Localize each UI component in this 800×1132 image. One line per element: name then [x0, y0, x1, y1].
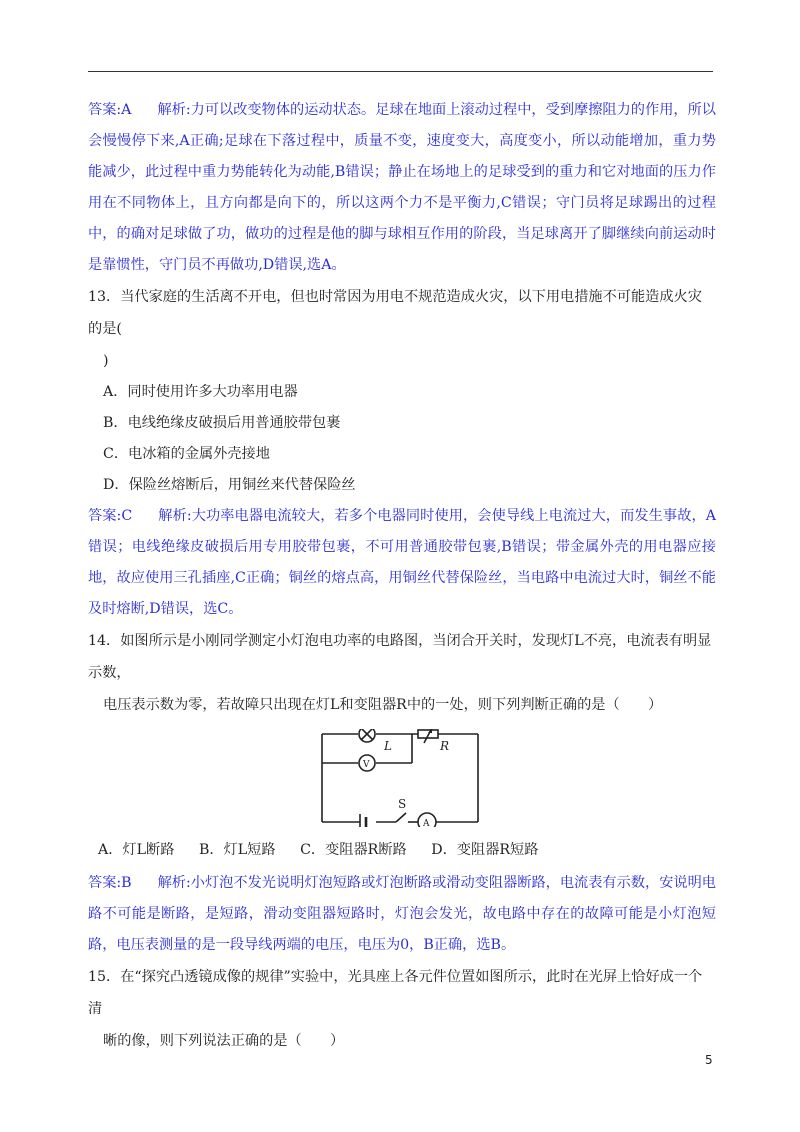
question-14-option-b: B．灯L短路 [198, 842, 276, 858]
header-rule [88, 71, 713, 72]
question-13-stem: 13．当代家庭的生活离不开电，但也时常因为用电不规范造成火灾，以下用电措施不可能造成火灾的是( [88, 289, 702, 337]
question-13-option-a: A．同时使用许多大功率用电器 [103, 384, 298, 400]
page-number: 5 [705, 1053, 713, 1067]
question-13-stem-end: ) [103, 353, 109, 369]
lamp-label: L [384, 739, 392, 753]
answer-12-text: 解析:力可以改变物体的运动状态。足球在地面上滚动过程中，受到摩擦阻力的作用，所以会慢慢停下来,A正确;足球在下落过程中，质量不变，速度变大，高度变小，所以动能增加，重力势能减少，此过程中重力势能转化为动能,B错误；静止在场地上的足球受到的重力和它对地面的压力作用在不同物体上，且方向都是向下的，所以这两个力不是平衡力,C错误；守门员将足球踢出的过程中，的确对足球做了功，做功的过程是他的脚与球相互作用的阶段，当足球离开了脚继续向前运动时是靠惯性，守门员不再做功,D错误,选A。 [88, 102, 716, 273]
rheostat-label: R [440, 739, 450, 753]
question-14-option-d: D．变阻器R短路 [431, 842, 539, 858]
answer-14-text: 解析:小灯泡不发光说明灯泡短路或灯泡断路或滑动变阻器断路，电流表有示数，安说明电路不可能是断路，是短路，滑动变阻器短路时，灯泡会发光，故电路中存在的故障可能是小灯泡短路，电压表测量的是一段导线两端的电压，电压为0，B正确，选B。 [88, 875, 716, 953]
switch-label: S [398, 797, 407, 811]
question-14-stem: 14．如图所示是小刚同学测定小灯泡电功率的电路图，当闭合开关时，发现灯L不亮，电流表有明显示数， [88, 633, 712, 681]
voltmeter-label: V [363, 760, 370, 770]
circuit-diagram [320, 729, 482, 827]
question-15-stem-2: 晰的像，则下列说法正确的是（ ） [103, 1033, 345, 1049]
answer-13-label: 答案:C [88, 508, 133, 524]
page-content [88, 95, 716, 1057]
answer-13 [88, 501, 716, 625]
answer-12 [88, 95, 716, 281]
answer-12-label: 答案:A [88, 102, 132, 118]
answer-14 [88, 868, 716, 961]
question-14-option-a: A．灯L断路 [98, 842, 175, 858]
question-14-stem-2: 电压表示数为零，若故障只出现在灯L和变阻器R中的一处，则下列判断正确的是（ ） [103, 697, 663, 713]
question-13-option-c: C．电冰箱的金属外壳接地 [103, 446, 270, 462]
question-14-options [98, 835, 716, 866]
question-13-option-b: B．电线绝缘皮破损后用普通胶带包裹 [103, 415, 341, 431]
question-14-option-c: C．变阻器R断路 [300, 842, 407, 858]
answer-14-label: 答案:B [88, 875, 132, 891]
ammeter-label: A [423, 819, 430, 827]
question-13-option-d: D．保险丝熔断后，用铜丝来代替保险丝 [103, 477, 356, 493]
answer-13-text: 解析:大功率电器电流较大，若多个电器同时使用，会使导线上电流过大，而发生事故，A错误；电线绝缘皮破损后用专用胶带包裹，不可用普通胶带包裹,B错误；带金属外壳的用电器应接地，故应使用三孔插座,C正确；铜丝的熔点高，用铜丝代替保险丝，当电路中电流过大时，铜丝不能及时熔断,D错误，选C。 [88, 508, 717, 617]
question-15-stem: 15．在“探究凸透镜成像的规律”实验中，光具座上各元件位置如图所示，此时在光屏上恰好成一个清 [88, 969, 703, 1017]
